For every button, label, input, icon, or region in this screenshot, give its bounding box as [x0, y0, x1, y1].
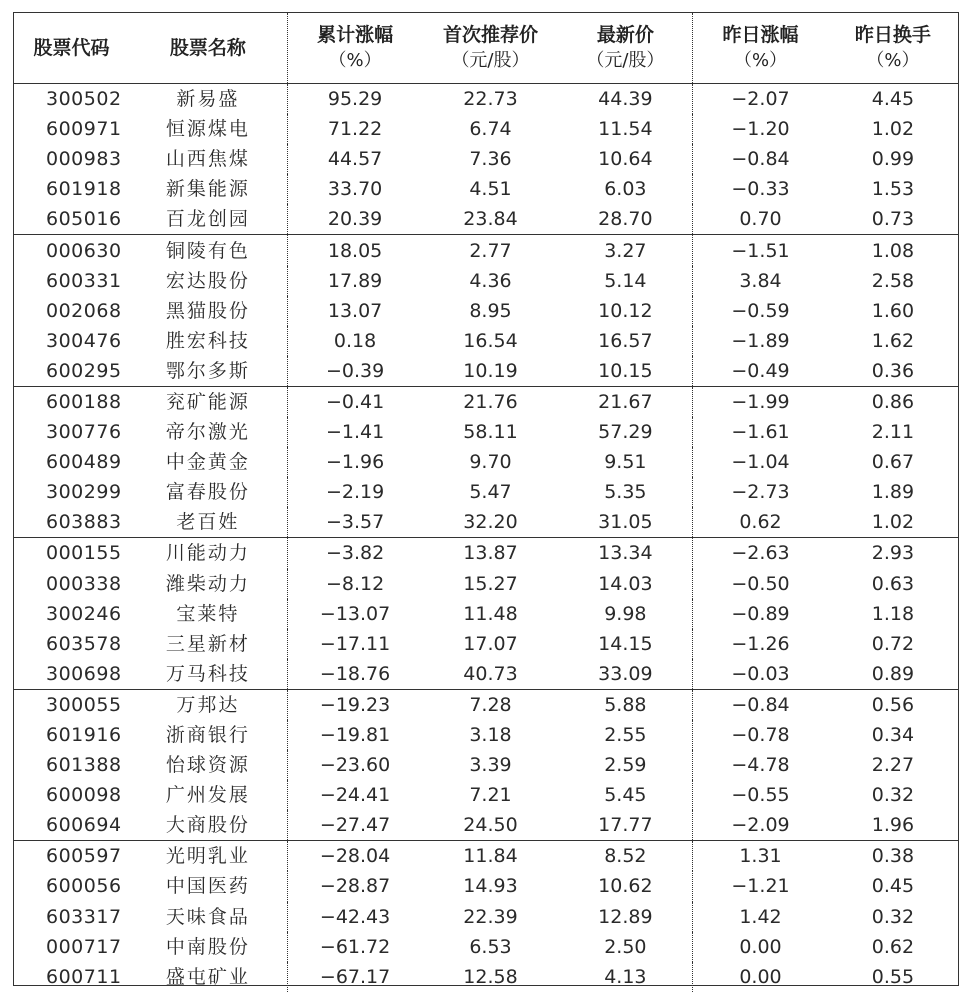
cell-yesterday-turnover: 0.86: [871, 390, 915, 413]
cell-cumulative-gain: −61.72: [319, 935, 391, 958]
cell-latest-price: 28.70: [559, 204, 693, 235]
cell-yesterday-turnover: 0.67: [871, 451, 915, 474]
cell-yesterday-gain: −0.84: [731, 693, 790, 716]
cell-yesterday-gain: −2.09: [693, 810, 828, 841]
cell-cumulative-gain: 17.89: [327, 269, 383, 292]
cell-first-recommend-price: 3.39: [469, 754, 512, 777]
cell-stock-name: 盛屯矿业: [129, 962, 287, 992]
cell-stock-code: 601916: [46, 724, 122, 747]
cell-first-recommend-price: 14.93: [463, 875, 518, 898]
table-body: [14, 84, 958, 992]
cell-cumulative-gain: −2.19: [325, 481, 385, 504]
cell-latest-price: 16.57: [559, 326, 693, 356]
cell-stock-code: 300502: [46, 88, 122, 111]
table-header: [14, 13, 958, 84]
cell-first-recommend-price: 7.21: [469, 784, 512, 807]
cell-stock-name: 中金黄金: [129, 447, 287, 477]
cell-cumulative-gain: −3.82: [325, 542, 385, 565]
cell-first-recommend-price: 32.20: [422, 507, 558, 538]
cell-latest-price: 33.09: [559, 659, 693, 690]
cell-first-recommend-price: 3.18: [469, 724, 512, 747]
cell-cumulative-gain: −28.87: [319, 875, 391, 898]
cell-latest-price: 2.59: [559, 750, 693, 780]
cell-stock-code: 600188: [46, 390, 122, 413]
cell-yesterday-turnover: 2.11: [871, 421, 915, 444]
cell-yesterday-turnover: 1.02: [871, 118, 915, 141]
cell-stock-name: 山西焦煤: [129, 144, 287, 174]
cell-yesterday-gain: 0.62: [693, 507, 828, 538]
cell-stock-name: 帝尔激光: [129, 417, 287, 447]
cell-stock-code: 600489: [46, 451, 122, 474]
cell-stock-code: 300698: [14, 659, 129, 690]
cell-cumulative-gain: −0.41: [325, 390, 385, 413]
cell-cumulative-gain: −24.41: [319, 784, 391, 807]
cell-stock-name: 新集能源: [129, 174, 287, 204]
stock-recommendation-table: [14, 13, 958, 992]
cell-stock-code: 000155: [46, 542, 122, 565]
cell-yesterday-turnover: 0.99: [871, 148, 915, 171]
cell-latest-price: 10.64: [559, 144, 693, 174]
cell-stock-name: 兖矿能源: [129, 386, 287, 417]
cell-yesterday-gain: −0.59: [731, 299, 790, 322]
cell-first-recommend-price: 22.73: [463, 88, 518, 111]
cell-first-recommend-price: 6.53: [469, 935, 512, 958]
cell-yesterday-turnover: 0.73: [828, 204, 958, 235]
cell-first-recommend-price: 9.70: [469, 451, 512, 474]
cell-latest-price: 5.88: [559, 689, 693, 720]
cell-cumulative-gain: −18.76: [287, 659, 422, 690]
cell-cumulative-gain: −28.04: [319, 845, 391, 868]
table-row: [14, 204, 958, 235]
cell-latest-price: 6.03: [559, 174, 693, 204]
cell-stock-code: 603578: [46, 632, 122, 655]
cell-latest-price: 12.89: [559, 902, 693, 932]
cell-yesterday-turnover: 0.32: [871, 905, 915, 928]
cell-stock-code: 300476: [46, 329, 122, 352]
cell-yesterday-turnover: 0.45: [871, 875, 915, 898]
cell-yesterday-turnover: 1.60: [871, 299, 915, 322]
cell-cumulative-gain: −27.47: [287, 810, 422, 841]
header-yesterday-turnover: 昨日换手 （%）: [828, 13, 958, 84]
cell-cumulative-gain: −19.81: [319, 724, 391, 747]
cell-cumulative-gain: −42.43: [319, 905, 391, 928]
header-cumulative-gain: 累计涨幅 （%）: [287, 13, 422, 84]
cell-yesterday-gain: −1.26: [731, 632, 790, 655]
cell-stock-code: 600694: [14, 810, 129, 841]
cell-stock-code: 600971: [46, 118, 122, 141]
stock-table-frame: [13, 12, 959, 986]
cell-yesterday-gain: −1.51: [731, 239, 790, 262]
cell-latest-price: 57.29: [559, 417, 693, 447]
cell-stock-code: 600331: [46, 269, 122, 292]
table-row: [14, 538, 958, 569]
cell-stock-code: 600056: [46, 875, 122, 898]
cell-latest-price: 31.05: [559, 507, 693, 538]
cell-first-recommend-price: 23.84: [422, 204, 558, 235]
cell-first-recommend-price: 15.27: [463, 572, 518, 595]
cell-yesterday-turnover: 1.89: [871, 481, 915, 504]
table-row: [14, 266, 958, 296]
cell-yesterday-gain: 0.00: [739, 935, 782, 958]
cell-stock-name: 宝莱特: [129, 599, 287, 629]
table-row: [14, 114, 958, 144]
cell-stock-code: 601388: [46, 754, 122, 777]
cell-stock-name: 铜陵有色: [129, 235, 287, 266]
cell-first-recommend-price: 17.07: [463, 632, 518, 655]
cell-stock-name: 新易盛: [129, 84, 287, 115]
cell-yesterday-turnover: 1.08: [871, 239, 915, 262]
cell-yesterday-gain: −1.61: [731, 421, 790, 444]
cell-cumulative-gain: 71.22: [327, 118, 383, 141]
cell-first-recommend-price: 11.48: [463, 602, 518, 625]
cell-latest-price: 13.34: [559, 538, 693, 569]
cell-latest-price: 17.77: [559, 810, 693, 841]
cell-stock-code: 600098: [46, 784, 122, 807]
cell-stock-name: 万马科技: [129, 659, 287, 690]
cell-stock-name: 恒源煤电: [129, 114, 287, 144]
cell-yesterday-gain: −0.55: [731, 784, 790, 807]
header-yesterday-gain: 昨日涨幅 （%）: [693, 13, 828, 84]
cell-latest-price: 2.55: [559, 720, 693, 750]
cell-yesterday-turnover: 0.63: [871, 572, 915, 595]
cell-stock-name: 富春股份: [129, 477, 287, 507]
cell-stock-code: 603883: [14, 507, 129, 538]
cell-latest-price: 10.62: [559, 871, 693, 901]
cell-stock-name: 百龙创园: [129, 204, 287, 235]
cell-cumulative-gain: 95.29: [327, 88, 383, 111]
cell-stock-name: 万邦达: [129, 689, 287, 720]
cell-yesterday-gain: −0.84: [731, 148, 790, 171]
cell-yesterday-gain: −1.99: [731, 390, 790, 413]
cell-yesterday-turnover: 1.02: [828, 507, 958, 538]
header-stock-name: 股票名称: [129, 13, 287, 84]
cell-yesterday-gain: −2.73: [731, 481, 790, 504]
cell-cumulative-gain: 44.57: [327, 148, 383, 171]
cell-first-recommend-price: 4.36: [469, 269, 512, 292]
cell-latest-price: 9.51: [559, 447, 693, 477]
cell-cumulative-gain: −19.23: [319, 693, 391, 716]
cell-stock-code: 600711: [46, 965, 122, 988]
cell-yesterday-turnover: 0.56: [871, 693, 915, 716]
cell-latest-price: 11.54: [559, 114, 693, 144]
cell-stock-code: 000630: [46, 239, 122, 262]
cell-yesterday-turnover: 1.53: [871, 178, 915, 201]
cell-yesterday-turnover: 1.62: [871, 329, 915, 352]
cell-latest-price: 10.12: [559, 296, 693, 326]
cell-latest-price: 14.03: [559, 569, 693, 599]
cell-stock-name: 三星新材: [129, 629, 287, 659]
table-row: [14, 810, 958, 841]
cell-stock-code: 000983: [46, 148, 122, 171]
cell-stock-name: 大商股份: [129, 810, 287, 841]
table-row: [14, 386, 958, 417]
cell-stock-name: 胜宏科技: [129, 326, 287, 356]
cell-stock-code: 000717: [46, 935, 122, 958]
cell-first-recommend-price: 8.95: [469, 299, 512, 322]
cell-stock-name: 鄂尔多斯: [129, 356, 287, 387]
table-row: [14, 84, 958, 115]
cell-yesterday-gain: −0.78: [731, 724, 790, 747]
table-row: [14, 326, 958, 356]
table-row: [14, 720, 958, 750]
cell-stock-code: 605016: [14, 204, 129, 235]
cell-yesterday-turnover: 0.32: [871, 784, 915, 807]
cell-first-recommend-price: 16.54: [463, 329, 518, 352]
table-row: [14, 841, 958, 872]
table-row: [14, 447, 958, 477]
table-row: [14, 750, 958, 780]
cell-first-recommend-price: 22.39: [463, 905, 518, 928]
cell-yesterday-gain: −0.49: [693, 356, 828, 387]
cell-first-recommend-price: 2.77: [469, 239, 512, 262]
table-row: [14, 629, 958, 659]
cell-stock-name: 中南股份: [129, 932, 287, 962]
table-row: [14, 144, 958, 174]
header-first-recommend-price: 首次推荐价 （元/股）: [422, 13, 558, 84]
cell-latest-price: 9.98: [559, 599, 693, 629]
header-latest-price: 最新价 （元/股）: [559, 13, 693, 84]
cell-cumulative-gain: 33.70: [327, 178, 383, 201]
cell-yesterday-turnover: 0.89: [828, 659, 958, 690]
cell-yesterday-turnover: 1.18: [871, 602, 915, 625]
table-row: [14, 569, 958, 599]
cell-cumulative-gain: −17.11: [319, 632, 391, 655]
table-row: [14, 659, 958, 690]
table-row: [14, 962, 958, 992]
cell-cumulative-gain: −3.57: [287, 507, 422, 538]
cell-latest-price: 5.35: [559, 477, 693, 507]
cell-yesterday-gain: 1.42: [739, 905, 782, 928]
cell-yesterday-gain: −1.20: [731, 118, 790, 141]
table-row: [14, 235, 958, 266]
cell-yesterday-gain: 0.70: [693, 204, 828, 235]
cell-yesterday-gain: 0.00: [739, 965, 782, 988]
cell-stock-code: 603317: [46, 905, 122, 928]
cell-stock-code: 300055: [46, 693, 122, 716]
cell-yesterday-turnover: 0.34: [871, 724, 915, 747]
cell-cumulative-gain: 13.07: [327, 299, 383, 322]
cell-cumulative-gain: 18.05: [327, 239, 383, 262]
cell-stock-code: 601918: [46, 178, 122, 201]
cell-cumulative-gain: −1.41: [325, 421, 385, 444]
cell-yesterday-gain: −0.33: [731, 178, 790, 201]
cell-cumulative-gain: −0.39: [287, 356, 422, 387]
cell-yesterday-turnover: 2.27: [871, 754, 915, 777]
cell-cumulative-gain: −23.60: [319, 754, 391, 777]
table-row: [14, 780, 958, 810]
cell-stock-code: 300299: [46, 481, 122, 504]
cell-latest-price: 44.39: [559, 84, 693, 115]
cell-latest-price: 14.15: [559, 629, 693, 659]
cell-stock-name: 光明乳业: [129, 841, 287, 872]
cell-yesterday-gain: −2.07: [731, 88, 790, 111]
cell-latest-price: 5.14: [559, 266, 693, 296]
cell-stock-code: 600295: [14, 356, 129, 387]
cell-yesterday-turnover: 0.72: [871, 632, 915, 655]
cell-stock-code: 000338: [46, 572, 122, 595]
cell-stock-name: 潍柴动力: [129, 569, 287, 599]
cell-latest-price: 8.52: [559, 841, 693, 872]
cell-latest-price: 2.50: [559, 932, 693, 962]
cell-yesterday-gain: −0.50: [731, 572, 790, 595]
cell-first-recommend-price: 7.36: [469, 148, 512, 171]
cell-yesterday-turnover: 4.45: [871, 88, 915, 111]
table-row: [14, 417, 958, 447]
cell-first-recommend-price: 21.76: [463, 390, 518, 413]
cell-first-recommend-price: 4.51: [469, 178, 512, 201]
cell-first-recommend-price: 11.84: [463, 845, 518, 868]
cell-first-recommend-price: 12.58: [463, 965, 518, 988]
cell-latest-price: 21.67: [559, 386, 693, 417]
cell-yesterday-turnover: 0.55: [871, 965, 915, 988]
cell-cumulative-gain: 0.18: [333, 329, 377, 352]
cell-yesterday-gain: 3.84: [739, 269, 782, 292]
cell-yesterday-gain: −1.89: [731, 329, 790, 352]
cell-cumulative-gain: −8.12: [325, 572, 385, 595]
cell-first-recommend-price: 5.47: [469, 481, 512, 504]
cell-yesterday-gain: −2.63: [731, 542, 790, 565]
cell-yesterday-gain: −0.03: [693, 659, 828, 690]
cell-first-recommend-price: 6.74: [469, 118, 512, 141]
cell-stock-code: 300776: [46, 421, 122, 444]
cell-latest-price: 10.15: [559, 356, 693, 387]
cell-yesterday-turnover: 0.62: [871, 935, 915, 958]
table-row: [14, 689, 958, 720]
cell-yesterday-gain: −1.21: [731, 875, 790, 898]
cell-first-recommend-price: 7.28: [469, 693, 512, 716]
cell-first-recommend-price: 13.87: [463, 542, 518, 565]
cell-stock-name: 广州发展: [129, 780, 287, 810]
cell-yesterday-gain: −4.78: [731, 754, 790, 777]
cell-yesterday-turnover: 1.96: [828, 810, 958, 841]
header-stock-code: 股票代码: [14, 13, 129, 84]
cell-first-recommend-price: 10.19: [422, 356, 558, 387]
table-row: [14, 296, 958, 326]
cell-first-recommend-price: 24.50: [422, 810, 558, 841]
table-row: [14, 902, 958, 932]
table-row: [14, 599, 958, 629]
cell-stock-name: 老百姓: [129, 507, 287, 538]
table-row: [14, 477, 958, 507]
cell-latest-price: 3.27: [559, 235, 693, 266]
header-row: [14, 13, 958, 84]
cell-stock-name: 黑猫股份: [129, 296, 287, 326]
cell-yesterday-turnover: 0.36: [828, 356, 958, 387]
table-row: [14, 871, 958, 901]
table-row: [14, 507, 958, 538]
cell-yesterday-gain: −0.89: [731, 602, 790, 625]
table-row: [14, 174, 958, 204]
cell-stock-name: 怡球资源: [129, 750, 287, 780]
cell-yesterday-gain: 1.31: [739, 845, 782, 868]
cell-stock-code: 300246: [46, 602, 122, 625]
cell-stock-name: 浙商银行: [129, 720, 287, 750]
cell-cumulative-gain: 20.39: [287, 204, 422, 235]
cell-yesterday-turnover: 0.38: [871, 845, 915, 868]
table-row: [14, 932, 958, 962]
cell-stock-name: 宏达股份: [129, 266, 287, 296]
cell-stock-name: 川能动力: [129, 538, 287, 569]
cell-cumulative-gain: −13.07: [319, 602, 391, 625]
cell-first-recommend-price: 58.11: [463, 421, 518, 444]
cell-yesterday-turnover: 2.58: [871, 269, 915, 292]
cell-yesterday-turnover: 2.93: [871, 542, 915, 565]
table-row: [14, 356, 958, 387]
cell-first-recommend-price: 40.73: [422, 659, 558, 690]
cell-stock-code: 002068: [46, 299, 122, 322]
cell-latest-price: 5.45: [559, 780, 693, 810]
cell-cumulative-gain: −67.17: [319, 965, 391, 988]
cell-yesterday-gain: −1.04: [731, 451, 790, 474]
cell-stock-name: 中国医药: [129, 871, 287, 901]
cell-cumulative-gain: −1.96: [325, 451, 385, 474]
cell-stock-name: 天味食品: [129, 902, 287, 932]
cell-latest-price: 4.13: [559, 962, 693, 992]
cell-stock-code: 600597: [46, 845, 122, 868]
